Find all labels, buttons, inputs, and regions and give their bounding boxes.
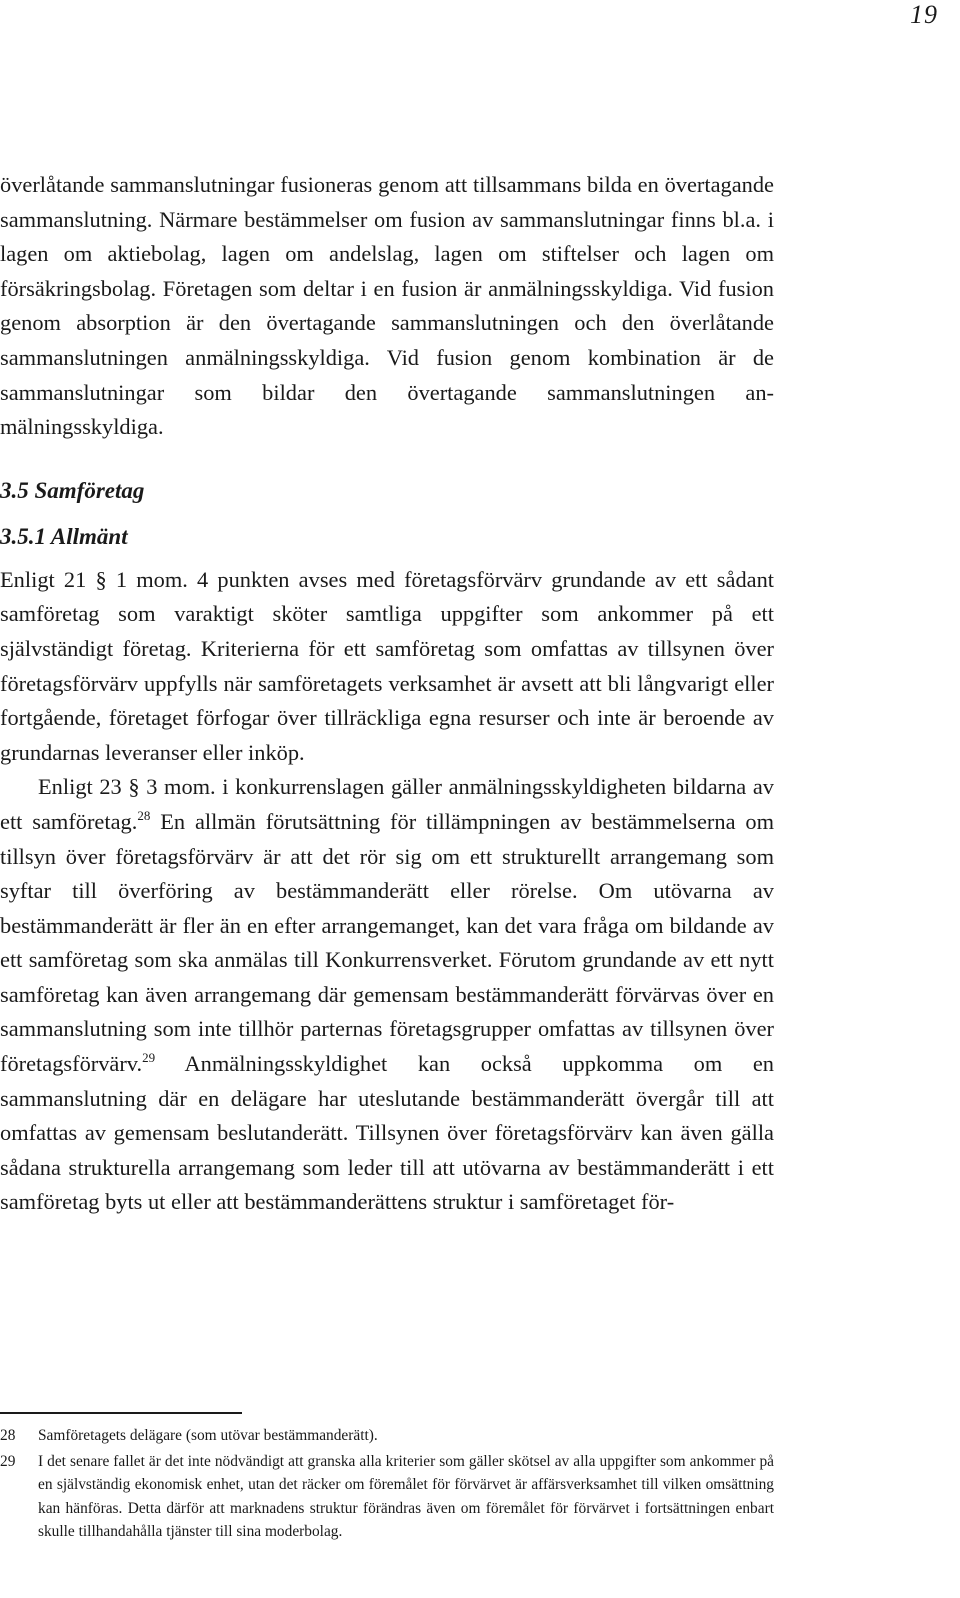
- section-heading: 3.5 Samföretag: [0, 477, 145, 503]
- footnote-text: I det senare fallet är det inte nödvändigt att granska alla kriterier som gäller skötsel av alla uppgifter som ankommer på en självständig ekonomisk enhet, utan det räcker om föremålet för förvärvet är affärsverksamhet till vilken omsättning kan hänföras. Detta därför att marknadens struktur förändras även om föremålet för förvärvet i fortsättningen enbart skulle tillhandahålla tjänster till sina moderbolag.: [38, 1453, 774, 1540]
- paragraph-text-part-1: Enligt 23 § 3 mom. i konkurrenslagen gäller anmälningsskyldigheten bildarna av ett samföretag.: [0, 774, 774, 834]
- footnote-text: Samföretagets delägare (som utövar bestämmanderätt).: [38, 1427, 378, 1444]
- footnote-28: [0, 1424, 774, 1447]
- main-text: [0, 168, 774, 1220]
- paragraph-notification-duty: [0, 770, 774, 1220]
- subsection-heading: 3.5.1 Allmänt: [0, 523, 128, 549]
- footnote-number: 29: [0, 1453, 16, 1471]
- footnote-29: [0, 1450, 774, 1543]
- footnote-ref-28[interactable]: 28: [137, 807, 151, 823]
- footnotes: [0, 1424, 774, 1546]
- paragraph-joint-venture-definition: Enligt 21 § 1 mom. 4 punkten avses med företagsförvärv grundande av ett sådant samföretag som varaktigt sköter samtliga uppgifter som ankommer på ett självständigt företag. Kriterierna för ett samföretag som omfattas av tillsynen över företagsförvärv uppfylls när samföretagets verksamhet är avsett att bli långvarigt eller fortgående, företaget förfogar över tillräckliga egna resurser och inte är beroende av grundarnas leveranser eller inköp.: [0, 566, 774, 765]
- footnote-ref-29[interactable]: 29: [142, 1050, 156, 1066]
- paragraph-fusion: överlåtande sammanslutningar fusioneras genom att tillsammans bilda en övertagande sammanslutning. Närmare bestämmelser om fusion av sammanslutningar finns bl.a. i lagen om aktiebolag, lagen om andelslag, lagen om stiftelser och lagen om försäkringsbolag. Företagen som deltar i en fusion är anmälningsskyldiga. Vid fusion genom absorption är den övertagande sammanslutningen och den överlåtande sammanslutningen anmälningsskyldiga. Vid fusion genom kombination är de sammanslutningar som bildar den övertagande sammanslutningen anmälningsskyldiga.: [0, 172, 774, 440]
- paragraph-text-part-2: En allmän förutsättning för tillämpningen av bestämmelserna om tillsyn över företagsförvärv är att det rör sig om ett strukturellt arrangemang som syftar till överföring av bestämmanderätt eller rörelse. Om utövarna av bestämmanderätt är fler än en efter arrangemanget, kan det vara fråga om bildande av ett samföretag som ska anmälas till Konkurrensverket. Förutom grundande av ett nytt samföretag kan även arrangemang där gemensam bestämmanderätt förvärvas över en sammanslutning som inte tillhör parternas företagsgrupper omfattas av tillsynen över företagsförvärv.: [0, 808, 774, 1077]
- footnote-divider: [0, 1412, 242, 1414]
- footnote-number: 28: [0, 1427, 16, 1444]
- page-number: 19: [910, 0, 938, 29]
- paragraph-text-part-3: Anmälningsskyldighet kan också uppkomma om en sammanslutning där en delägare har uteslutande bestämmanderätt övergår till att omfattas av gemensam beslutanderätt. Tillsynen över företagsförvärv kan även gälla sådana strukturella arrangemang som leder till att utövarna av bestämmanderätt i ett samföretag byts ut eller att bestämmanderättens struktur i samföretaget för-: [0, 1051, 774, 1215]
